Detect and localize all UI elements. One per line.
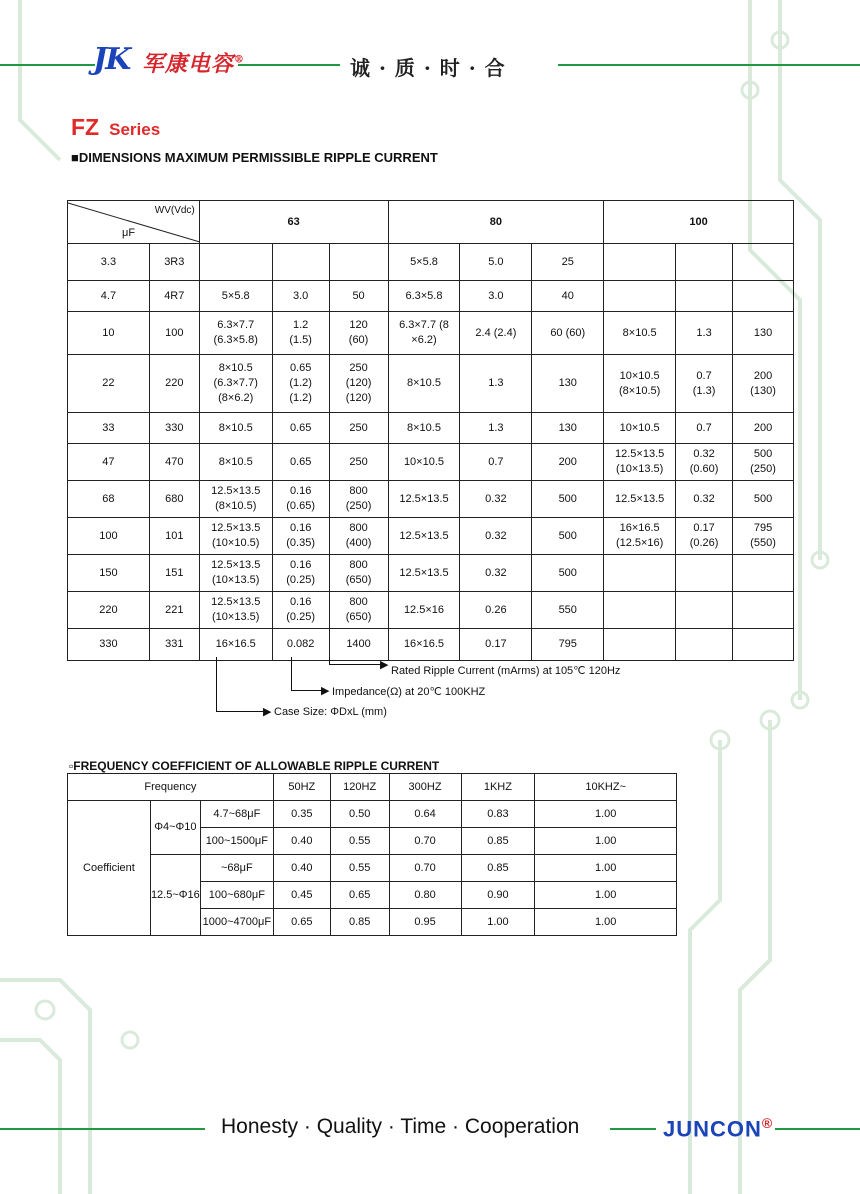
table-row: [68, 801, 677, 828]
frequency-header-label: Frequency: [68, 774, 274, 801]
impedance-pointer-line: [291, 657, 292, 690]
section-title-dimensions: ■DIMENSIONS MAXIMUM PERMISSIBLE RIPPLE CURRENT: [71, 150, 438, 165]
case-size-cell: 8×10.5: [199, 413, 272, 444]
coefficient-label: Coefficient: [68, 801, 151, 936]
code-cell: 330: [149, 413, 199, 444]
coefficient-cell: 0.80: [389, 882, 461, 909]
capacitance-cell: 10: [68, 312, 150, 355]
coefficient-cell: 0.50: [330, 801, 389, 828]
impedance-cell: [676, 281, 733, 312]
capacitance-cell: 47: [68, 444, 150, 481]
case-size-cell: 12.5×13.5 (10×13.5): [199, 592, 272, 629]
note-impedance: Impedance(Ω) at 20℃ 100KHZ: [332, 686, 486, 698]
impedance-cell: 0.26: [460, 592, 532, 629]
case-size-cell: 16×16.5: [388, 629, 460, 661]
ripple-cell: [329, 244, 388, 281]
case-size-cell: 12.5×13.5: [388, 481, 460, 518]
impedance-cell: [676, 244, 733, 281]
case-pointer-line: [216, 657, 217, 712]
ripple-cell: 40: [532, 281, 604, 312]
code-cell: 680: [149, 481, 199, 518]
capacitance-range: 100~1500μF: [200, 828, 273, 855]
case-size-cell: 8×10.5: [199, 444, 272, 481]
header-rule-mid: [238, 64, 340, 66]
coefficient-cell: 0.70: [389, 828, 461, 855]
impedance-cell: 3.0: [460, 281, 532, 312]
code-cell: 101: [149, 518, 199, 555]
case-size-cell: [604, 281, 676, 312]
table-row: [68, 592, 794, 629]
impedance-cell: 0.32: [460, 518, 532, 555]
ripple-cell: [733, 281, 794, 312]
impedance-cell: 1.3: [676, 312, 733, 355]
impedance-cell: [676, 555, 733, 592]
table-row: [68, 444, 794, 481]
case-pointer-line: [216, 711, 266, 712]
code-cell: 151: [149, 555, 199, 592]
impedance-cell: 0.16 (0.35): [272, 518, 329, 555]
case-size-cell: 12.5×13.5: [388, 518, 460, 555]
freq-header: 1KHZ: [461, 774, 535, 801]
impedance-cell: 0.32: [460, 481, 532, 518]
impedance-cell: 0.32 (0.60): [676, 444, 733, 481]
ripple-cell: 130: [532, 413, 604, 444]
ripple-cell: 200 (130): [733, 355, 794, 413]
ripple-cell: [733, 555, 794, 592]
coefficient-cell: 0.55: [330, 828, 389, 855]
capacitance-cell: 3.3: [68, 244, 150, 281]
case-size-cell: 12.5×13.5 (10×10.5): [199, 518, 272, 555]
ripple-cell: 130: [733, 312, 794, 355]
capacitance-cell: 22: [68, 355, 150, 413]
section-title-frequency: ▫FREQUENCY COEFFICIENT OF ALLOWABLE RIPPLE CURRENT: [69, 759, 440, 773]
impedance-cell: 1.2 (1.5): [272, 312, 329, 355]
coefficient-cell: 0.65: [273, 909, 330, 936]
coefficient-cell: 0.40: [273, 828, 330, 855]
ripple-cell: [733, 244, 794, 281]
ripple-current-table: [67, 200, 794, 661]
impedance-cell: 0.17: [460, 629, 532, 661]
case-size-cell: 6.3×7.7 (6.3×5.8): [199, 312, 272, 355]
case-size-cell: 12.5×13.5 (10×13.5): [199, 555, 272, 592]
code-cell: 470: [149, 444, 199, 481]
impedance-cell: 0.16 (0.65): [272, 481, 329, 518]
coefficient-cell: 0.95: [389, 909, 461, 936]
capacitance-range: ~68μF: [200, 855, 273, 882]
capacitance-cell: 330: [68, 629, 150, 661]
coefficient-cell: 0.45: [273, 882, 330, 909]
ripple-cell: 800 (650): [329, 592, 388, 629]
capacitance-cell: 33: [68, 413, 150, 444]
table-row: [68, 855, 677, 882]
arrow-icon: ▶: [380, 659, 389, 671]
coefficient-cell: 1.00: [535, 801, 677, 828]
frequency-coefficient-table: [67, 773, 677, 936]
coefficient-cell: 0.35: [273, 801, 330, 828]
table-corner-header: [68, 201, 200, 244]
coefficient-cell: 1.00: [535, 882, 677, 909]
impedance-cell: 0.7: [460, 444, 532, 481]
ripple-cell: 250 (120) (120): [329, 355, 388, 413]
capacitance-range: 4.7~68μF: [200, 801, 273, 828]
ripple-cell: 550: [532, 592, 604, 629]
coefficient-cell: 0.70: [389, 855, 461, 882]
impedance-cell: 0.65: [272, 413, 329, 444]
code-cell: 331: [149, 629, 199, 661]
ripple-cell: 200: [733, 413, 794, 444]
capacitance-cell: 150: [68, 555, 150, 592]
ripple-cell: 795: [532, 629, 604, 661]
freq-header: 300HZ: [389, 774, 461, 801]
impedance-cell: 2.4 (2.4): [460, 312, 532, 355]
coefficient-cell: 0.90: [461, 882, 535, 909]
table-row: [68, 312, 794, 355]
uf-label: μF: [122, 227, 136, 239]
ripple-pointer-line: [329, 664, 383, 665]
impedance-cell: 0.32: [676, 481, 733, 518]
ripple-cell: [733, 629, 794, 661]
case-size-group: Φ4~Φ10: [150, 801, 200, 855]
note-ripple: Rated Ripple Current (mArms) at 105℃ 120Hz: [391, 665, 621, 677]
code-cell: 220: [149, 355, 199, 413]
case-size-cell: 10×10.5: [388, 444, 460, 481]
code-cell: 4R7: [149, 281, 199, 312]
case-size-cell: 8×10.5: [388, 413, 460, 444]
table-row: [68, 355, 794, 413]
impedance-cell: 0.32: [460, 555, 532, 592]
coefficient-cell: 0.85: [461, 855, 535, 882]
table-row: [68, 413, 794, 444]
brand-logo: JUNCON®: [663, 1115, 774, 1142]
arrow-icon: ▶: [321, 685, 330, 697]
case-size-cell: 8×10.5: [604, 312, 676, 355]
ripple-cell: 60 (60): [532, 312, 604, 355]
voltage-header-100: 100: [604, 201, 794, 244]
note-case-size: Case Size: ΦDxL (mm): [274, 706, 387, 718]
coefficient-cell: 1.00: [535, 909, 677, 936]
impedance-cell: [676, 629, 733, 661]
ripple-cell: 800 (250): [329, 481, 388, 518]
impedance-cell: [272, 244, 329, 281]
case-size-cell: 12.5×13.5: [604, 481, 676, 518]
ripple-cell: 500: [532, 518, 604, 555]
case-size-cell: [604, 629, 676, 661]
coefficient-cell: 1.00: [461, 909, 535, 936]
ripple-cell: 130: [532, 355, 604, 413]
freq-header: 10KHZ~: [535, 774, 677, 801]
capacitance-cell: 220: [68, 592, 150, 629]
case-size-cell: 10×10.5 (8×10.5): [604, 355, 676, 413]
case-size-cell: 8×10.5 (6.3×7.7) (8×6.2): [199, 355, 272, 413]
ripple-cell: 120 (60): [329, 312, 388, 355]
impedance-cell: 0.16 (0.25): [272, 555, 329, 592]
case-size-cell: 12.5×13.5 (8×10.5): [199, 481, 272, 518]
case-size-cell: 8×10.5: [388, 355, 460, 413]
impedance-cell: [676, 592, 733, 629]
case-size-cell: [604, 244, 676, 281]
ripple-cell: 500: [532, 555, 604, 592]
capacitance-cell: 100: [68, 518, 150, 555]
table-row: [68, 481, 794, 518]
ripple-cell: 200: [532, 444, 604, 481]
coefficient-cell: 0.65: [330, 882, 389, 909]
footer-rule-mid: [610, 1128, 656, 1130]
case-size-cell: 12.5×13.5 (10×13.5): [604, 444, 676, 481]
arrow-icon: ▶: [263, 706, 272, 718]
coefficient-cell: 0.55: [330, 855, 389, 882]
case-size-cell: 6.3×7.7 (8 ×6.2): [388, 312, 460, 355]
case-size-cell: 5×5.8: [199, 281, 272, 312]
capacitance-cell: 4.7: [68, 281, 150, 312]
header-slogan: 诚 · 质 · 时 · 合: [350, 56, 506, 80]
coefficient-cell: 0.64: [389, 801, 461, 828]
logo-chinese-name: 军康电容®: [142, 51, 246, 77]
code-cell: 100: [149, 312, 199, 355]
freq-header: 120HZ: [330, 774, 389, 801]
impedance-cell: 0.082: [272, 629, 329, 661]
coefficient-cell: 1.00: [535, 855, 677, 882]
table-row: [68, 518, 794, 555]
footer-rule-left: [0, 1128, 205, 1130]
ripple-cell: 50: [329, 281, 388, 312]
ripple-cell: 500 (250): [733, 444, 794, 481]
impedance-pointer-line: [291, 690, 325, 691]
coefficient-cell: 0.85: [461, 828, 535, 855]
capacitance-range: 1000~4700μF: [200, 909, 273, 936]
ripple-cell: 25: [532, 244, 604, 281]
impedance-cell: 1.3: [460, 413, 532, 444]
case-size-cell: [604, 555, 676, 592]
logo-mark: JK: [93, 42, 130, 77]
code-cell: 221: [149, 592, 199, 629]
impedance-cell: 0.16 (0.25): [272, 592, 329, 629]
voltage-header-63: 63: [199, 201, 388, 244]
table-row: [68, 281, 794, 312]
impedance-cell: 0.65: [272, 444, 329, 481]
impedance-cell: 5.0: [460, 244, 532, 281]
case-size-cell: 12.5×16: [388, 592, 460, 629]
capacitance-cell: 68: [68, 481, 150, 518]
header-rule-right: [558, 64, 860, 66]
impedance-cell: 1.3: [460, 355, 532, 413]
table-row: [68, 244, 794, 281]
ripple-cell: 800 (650): [329, 555, 388, 592]
case-size-cell: 12.5×13.5: [388, 555, 460, 592]
case-size-group: 12.5~Φ16: [150, 855, 200, 936]
footer-rule-right: [775, 1128, 860, 1130]
capacitance-range: 100~680μF: [200, 882, 273, 909]
coefficient-cell: 1.00: [535, 828, 677, 855]
table-row: [68, 555, 794, 592]
table-row: [68, 629, 794, 661]
impedance-cell: 3.0: [272, 281, 329, 312]
code-cell: 3R3: [149, 244, 199, 281]
coefficient-cell: 0.85: [330, 909, 389, 936]
ripple-cell: 250: [329, 413, 388, 444]
coefficient-cell: 0.40: [273, 855, 330, 882]
case-size-cell: 16×16.5 (12.5×16): [604, 518, 676, 555]
header-rule-left: [0, 64, 95, 66]
freq-header: 50HZ: [273, 774, 330, 801]
impedance-cell: 0.65 (1.2) (1.2): [272, 355, 329, 413]
ripple-cell: 500: [532, 481, 604, 518]
series-title: FZ Series: [71, 114, 161, 140]
ripple-cell: 250: [329, 444, 388, 481]
impedance-cell: 0.7: [676, 413, 733, 444]
coefficient-cell: 0.83: [461, 801, 535, 828]
case-size-cell: 6.3×5.8: [388, 281, 460, 312]
ripple-cell: [733, 592, 794, 629]
ripple-cell: 800 (400): [329, 518, 388, 555]
case-size-cell: [604, 592, 676, 629]
case-size-cell: [199, 244, 272, 281]
impedance-cell: 0.17 (0.26): [676, 518, 733, 555]
ripple-cell: 500: [733, 481, 794, 518]
impedance-cell: 0.7 (1.3): [676, 355, 733, 413]
ripple-cell: 795 (550): [733, 518, 794, 555]
case-size-cell: 16×16.5: [199, 629, 272, 661]
case-size-cell: 5×5.8: [388, 244, 460, 281]
case-size-cell: 10×10.5: [604, 413, 676, 444]
footer-slogan: Honesty · Quality · Time · Cooperation: [221, 1115, 580, 1138]
wv-label: WV(Vdc): [154, 205, 195, 216]
voltage-header-80: 80: [388, 201, 604, 244]
ripple-cell: 1400: [329, 629, 388, 661]
